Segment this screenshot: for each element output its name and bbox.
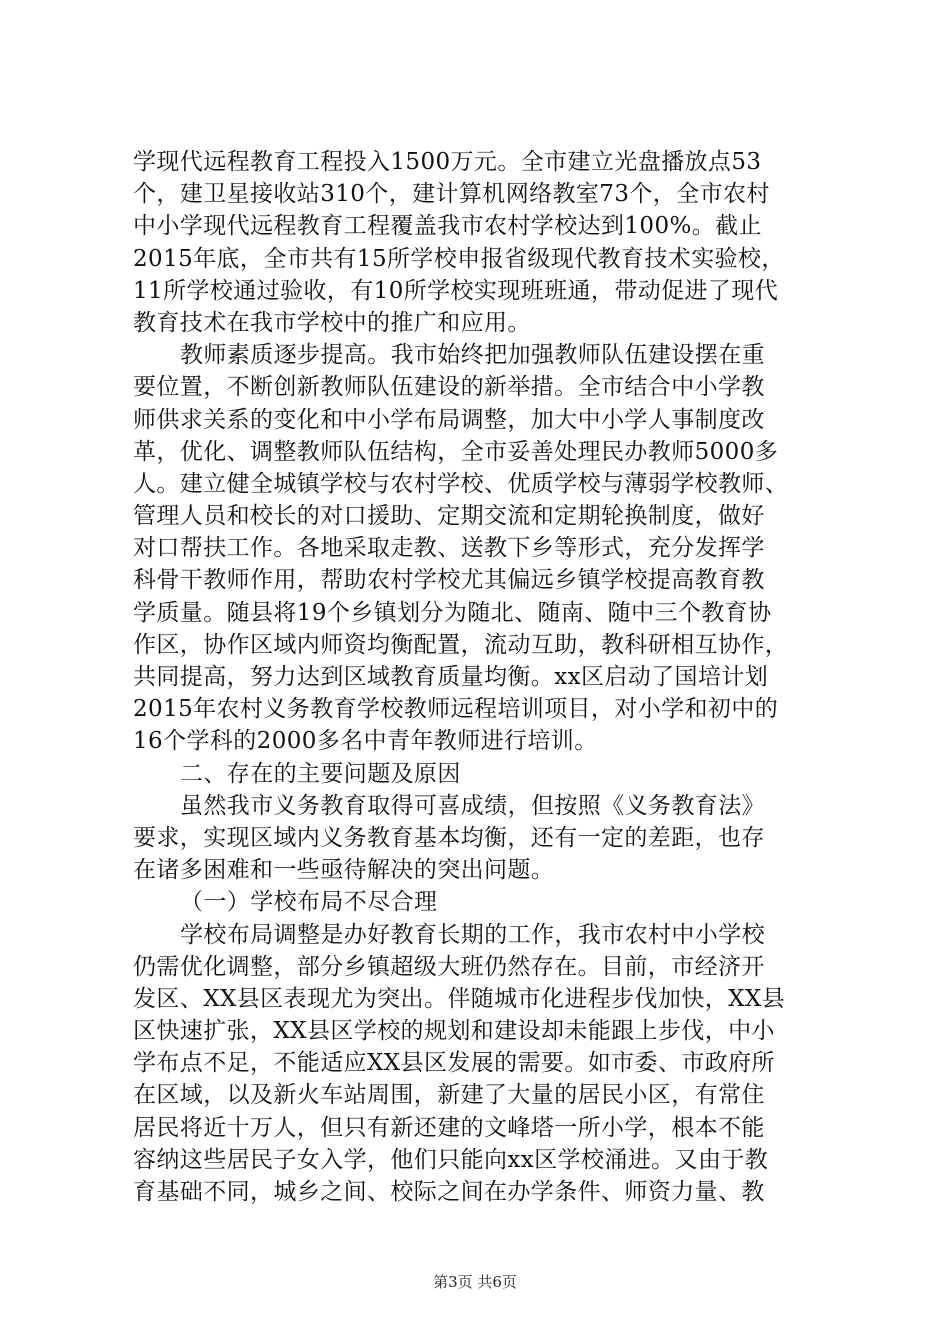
text-line: 在诸多困难和一些亟待解决的突出问题。 bbox=[133, 857, 555, 884]
text-line: 师供求关系的变化和中小学布局调整，加大中小学人事制度改 bbox=[133, 406, 765, 433]
paragraph-start-line: 虽然我市义务教育取得可喜成绩，但按照《义务教育法》 bbox=[180, 792, 765, 819]
text-line: 人。建立健全城镇学校与农村学校、优质学校与薄弱学校教师、 bbox=[133, 470, 789, 497]
document-body bbox=[133, 146, 833, 1208]
text-line: 要位置，不断创新教师队伍建设的新举措。全市结合中小学教 bbox=[133, 374, 765, 401]
text-line: 2015年农村义务教育学校教师远程培训项目，对小学和初中的 bbox=[133, 696, 779, 723]
paragraph-start-line: 学校布局调整是办好教育长期的工作，我市农村中小学校 bbox=[180, 921, 765, 948]
text-line: 科骨干教师作用，帮助农村学校尤其偏远乡镇学校提高教育教 bbox=[133, 567, 765, 594]
text-line: 学布点不足，不能适应XX县区发展的需要。如市委、市政府所 bbox=[133, 1050, 775, 1077]
page-number-footer: 第3页 共6页 bbox=[433, 1273, 517, 1291]
text-line: 育基础不同，城乡之间、校际之间在办学条件、师资力量、教 bbox=[133, 1179, 765, 1205]
text-line: 11所学校通过验收，有10所学校实现班班通，带动促进了现代 bbox=[133, 277, 779, 304]
text-line: 革，优化、调整教师队伍结构，全市妥善处理民办教师5000多 bbox=[133, 438, 779, 465]
text-line: 区快速扩张，XX县区学校的规划和建设却未能跟上步伐，中小 bbox=[133, 1018, 775, 1045]
section-heading: 二、存在的主要问题及原因 bbox=[180, 760, 461, 787]
text-line: 在区域，以及新火车站周围，新建了大量的居民小区，有常住 bbox=[133, 1082, 765, 1109]
subsection-heading: （一）学校布局不尽合理 bbox=[180, 889, 438, 916]
text-line: 要求，实现区域内义务教育基本均衡，还有一定的差距，也存 bbox=[133, 824, 765, 851]
text-line: 发区、XX县区表现尤为突出。伴随城市化进程步伐加快，XX县 bbox=[133, 985, 786, 1012]
text-line: 中小学现代远程教育工程覆盖我市农村学校达到100%。截止 bbox=[133, 213, 762, 240]
text-line: 仍需优化调整，部分乡镇超级大班仍然存在。目前，市经济开 bbox=[133, 953, 765, 980]
text-line: 作区，协作区域内师资均衡配置，流动互助，教科研相互协作， bbox=[133, 631, 789, 658]
text-line: 个，建卫星接收站310个，建计算机网络教室73个，全市农村 bbox=[133, 181, 770, 208]
text-line: 共同提高，努力达到区域教育质量均衡。xx区启动了国培计划 bbox=[133, 664, 769, 690]
text-line: 管理人员和校长的对口援助、定期交流和定期轮换制度，做好 bbox=[133, 503, 765, 530]
text-line: 容纳这些居民子女入学，他们只能向xx区学校涌进。又由于教 bbox=[133, 1146, 769, 1173]
text-line: 对口帮扶工作。各地采取走教、送教下乡等形式，充分发挥学 bbox=[133, 535, 765, 562]
text-line: 学质量。随县将19个乡镇划分为随北、随南、随中三个教育协 bbox=[133, 599, 772, 626]
text-line: 学现代远程教育工程投入1500万元。全市建立光盘播放点53 bbox=[133, 149, 762, 175]
text-line: 居民将近十万人，但只有新还建的文峰塔一所小学，根本不能 bbox=[133, 1114, 765, 1141]
text-line: 教育技术在我市学校中的推广和应用。 bbox=[133, 309, 531, 336]
text-line: 16个学科的2000多名中青年教师进行培训。 bbox=[133, 728, 598, 755]
paragraph-start-line: 教师素质逐步提高。我市始终把加强教师队伍建设摆在重 bbox=[180, 342, 765, 369]
text-line: 2015年底，全市共有15所学校申报省级现代教育技术实验校， bbox=[133, 245, 785, 272]
